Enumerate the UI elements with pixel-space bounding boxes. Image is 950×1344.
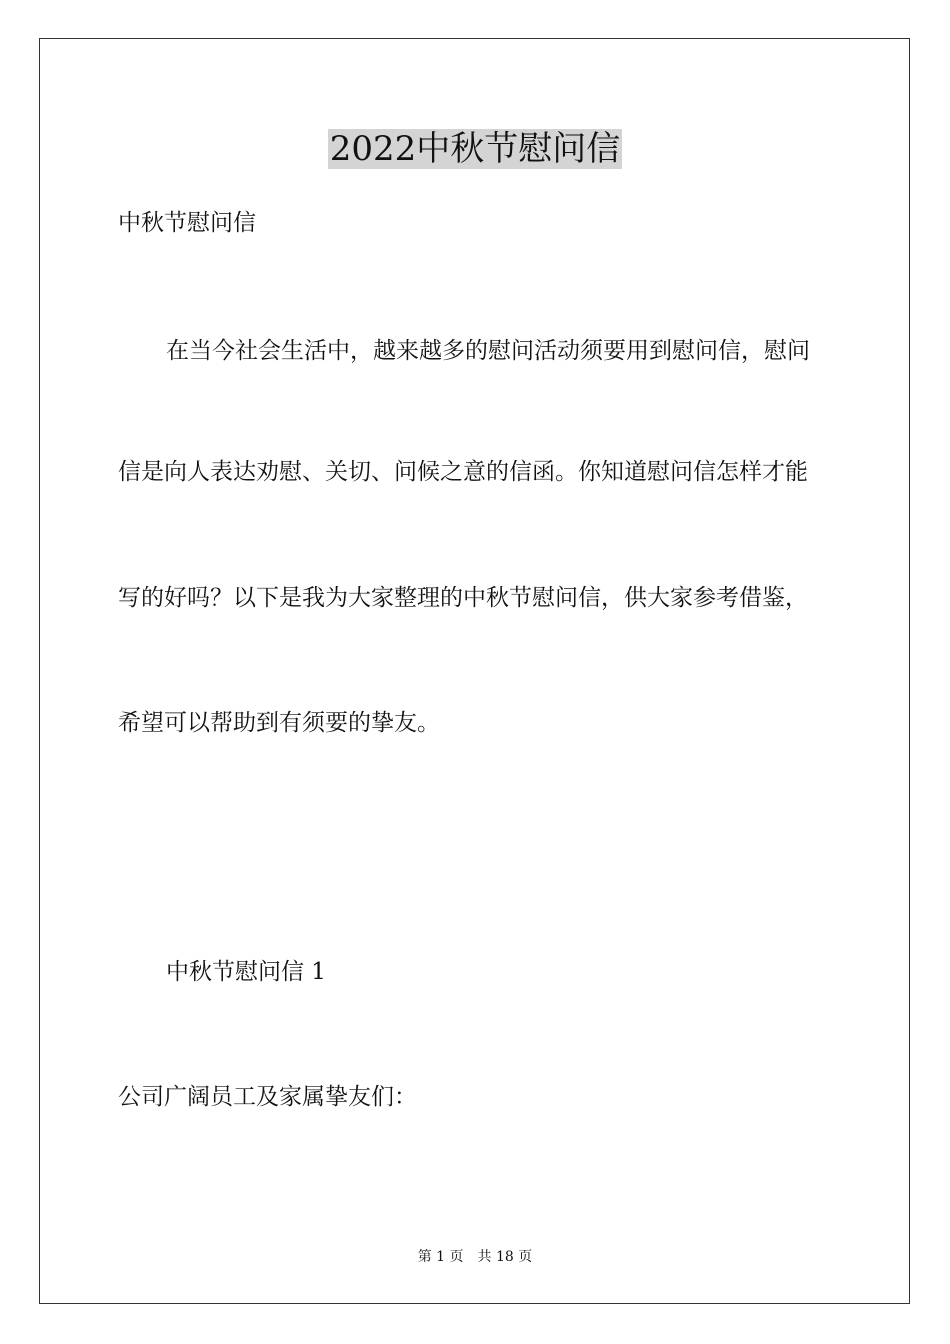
subtitle: 中秋节慰问信: [118, 210, 256, 236]
page-footer: [0, 1248, 950, 1266]
paragraph-line: 写的好吗？以下是我为大家整理的中秋节慰问信，供大家参考借鉴，: [118, 585, 808, 611]
document-title-text: 2022中秋节慰问信: [329, 129, 621, 169]
paragraph-line: 在当今社会生活中，越来越多的慰问活动须要用到慰问信，慰问: [166, 338, 810, 364]
page-number: 第 1 页: [417, 1249, 464, 1265]
section-heading: 中秋节慰问信 1: [166, 959, 326, 985]
document-title: [0, 128, 950, 170]
page-total: 共 18 页: [477, 1249, 533, 1265]
paragraph-line: 希望可以帮助到有须要的挚友。: [118, 710, 440, 736]
paragraph-line: 信是向人表达劝慰、关切、问候之意的信函。你知道慰问信怎样才能: [118, 459, 808, 485]
salutation: 公司广阔员工及家属挚友们：: [118, 1084, 417, 1110]
